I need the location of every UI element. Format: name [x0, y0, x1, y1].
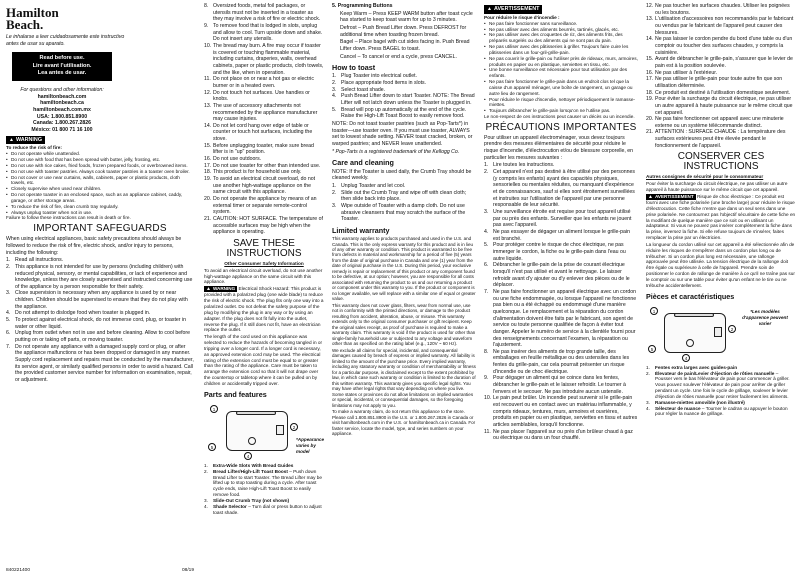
item-text: Do not operate the appliance by means of an external timer or separate remote-control system. [213, 196, 317, 216]
phone-mx: México: 01 800 71 16 100 [31, 126, 93, 133]
item-number: 4. [484, 229, 489, 235]
toaster-diagram-fr [646, 303, 796, 363]
parts-heading: Parts and features [204, 389, 267, 399]
care-heading: Care and cleaning [332, 158, 394, 168]
toaster-slots [674, 313, 714, 317]
warning-item: • Always unplug toaster when not in use. [6, 210, 194, 216]
phone-us: USA: 1.800.851.8900 [36, 113, 88, 120]
warning-footer: Failure to follow these instructions can result in death or fire. [6, 215, 131, 221]
warning-block [6, 145, 194, 221]
item-text: Avant de débrancher le grille-pain, s'assurer que le levier de pain est à la position soulevée. [655, 56, 793, 69]
item-number: 15. [646, 56, 654, 63]
precaution-item [484, 375, 638, 395]
toaster-diagram [204, 401, 324, 461]
safeguard-item [6, 310, 194, 317]
part-name: Slide-Out Crumb Tray (not shown) [213, 497, 290, 503]
warning-banner [6, 136, 45, 145]
document-code: 840221400 [6, 567, 31, 573]
item-text: Lire toutes les instructions. [493, 162, 555, 169]
column-4 [480, 0, 642, 577]
box-line-fr: Lire avant l'utilisation. [32, 62, 92, 69]
bagel-text: Bagel – Place bagel with cut sides facing in. Push Bread Lifter down. Press BAGEL to toast. [340, 39, 470, 52]
box-line-es: Lea antes de usar. [37, 70, 87, 77]
safeguards-heading: IMPORTANT SAFEGUARDS [33, 223, 167, 235]
save-instructions-heading: SAVE THESE INSTRUCTIONS [226, 237, 302, 259]
item-number: 1. [204, 462, 208, 468]
other-info-text: To avoid an electrical circuit overload, do not use another high-wattage appliance on the same circuit with this appliance. [204, 267, 323, 285]
defrost-text: Defrost – Push Bread Lifter down. Press DEFROST for additional time when toasting frozen bread. [340, 24, 467, 38]
plug-avertissement [646, 194, 796, 241]
keep-warm-text: Keep Warm – Press KEEP WARM button after toast cycle has started to keep toast warm for up to 3 minutes. [340, 10, 473, 24]
item-number: 1. [332, 73, 337, 80]
item-text: ATTENTION : SURFACE CHAUDE : La température des surfaces extérieures peut être élevée pendant le fonctionnement de l'appareil. [655, 129, 786, 149]
precaution-item [484, 209, 638, 229]
website-us[interactable]: hamiltonbeach.com [37, 93, 87, 100]
item-number: 13. [646, 16, 654, 23]
plug-warning [204, 286, 324, 333]
item-number: 6. [484, 262, 489, 269]
item-number: 1. [646, 364, 650, 370]
item-number: 18. [204, 169, 212, 176]
callout-5: 5 [208, 443, 216, 451]
warranty-p4: To make a warranty claim, do not return this appliance to the store. Please call 1.800.851.8900 in the U.S. or 1.800.267.2826 in Canada or visit hamiltonbeach.com in the U.S. or hamiltonbeach.ca in Canada. For faster service, locate the model, type, and series numbers on your appliance. [332, 409, 476, 436]
item-text: Ne pas placer l'appareil sur ou près d'un brûleur chaud à gaz ou électrique ou dans un four chauffé. [493, 428, 633, 442]
toast-step [332, 107, 476, 120]
safeguard-item [6, 257, 194, 264]
document-date: 08/19 [181, 567, 194, 573]
care-steps [332, 183, 476, 223]
safeguard-item [204, 43, 324, 76]
item-number: 4. [6, 310, 11, 317]
safeguard-item [204, 103, 324, 123]
item-number: 1. [332, 182, 337, 189]
safeguard-item [204, 169, 324, 176]
autres-text: Pour éviter la surcharge du circuit électrique, ne pas utiliser un autre appareil à haute puissance sur le même circuit que cet appareil. [646, 181, 788, 193]
part-name: Extra-Wide Slots With Bread Guides [213, 462, 294, 468]
item-text: Une surveillance étroite est requise pour tout appareil utilisé par ou près des enfants. Surveiller que les enfants ne jouent pas avec l'appareil. [493, 209, 632, 229]
precaution-item [646, 90, 796, 97]
item-number: 2. [6, 263, 11, 270]
avertissement-footer: Le non-respect de ces instructions peut causer un décès ou un incendie. [484, 113, 635, 119]
item-number: 3. [484, 209, 489, 216]
warning-item: • Do not use with toaster pastries. Always cook toaster pastries in a toaster oven broiler. [6, 169, 194, 175]
item-number: 2. [484, 169, 489, 176]
item-number: 5. [484, 242, 489, 249]
item-text: Unplug from outlet when not in use and before cleaning. Allow to cool before putting on or taking off parts, or moving toaster. [15, 330, 191, 344]
item-number: 7. [484, 288, 489, 295]
item-text: Ne pas laisser le cordon pendre du bord d'une table ou d'un comptoir ou toucher des surfaces chaudes, y compris la cuisinière. [655, 36, 793, 56]
item-text: Ce produit est destiné à l'utilisation domestique seulement. [655, 89, 791, 96]
item-number: 20. [646, 116, 654, 123]
part-desc: – Push down Bread Lifter to start Toaster. The Bread Lifter may be lifted up to stop toasting during a cycle. After toast cycle ends, raise High-Lift Toast Boost to easily remove food. [213, 468, 322, 498]
callout-1: 1 [210, 405, 218, 413]
toast-step [332, 93, 476, 106]
avertissement-banner [484, 5, 542, 14]
precaution-item [646, 129, 796, 149]
toast-steps [332, 73, 476, 120]
programming-title: 5. Programming Buttons [332, 3, 393, 9]
care-step [332, 183, 476, 190]
item-number: 10. [484, 395, 492, 402]
toaster-slots [236, 411, 276, 415]
warning-triangle-icon: ▲ [206, 286, 211, 293]
safeguard-item [6, 290, 194, 310]
avertissement-item: • Ne pas utiliser avec des croquettes de riz, des aliments frits, des préparés surgelés ou des aliments qui ne sont pas du pain. [484, 32, 638, 44]
item-text: Select toast shade. [341, 86, 386, 93]
item-text: To avoid an electrical circuit overload, do not use another high-wattage appliance on the same circuit with this appliance. [213, 176, 316, 196]
plug-avertissement-text: Risque de choc électrique : Ce produit est fourni avec une fiche polarisée (une broche large) pour réduire le risque d'électrocution. Cette fiche n'entre que dans un seul sens dans une prise polarisée. Ne contournez pas l'objectif sécuritaire de cette fiche en la modifiant de quelque manière que ce soit ou en utilisant un adaptateur. Si vous ne pouvez pas insérer complètement la fiche dans la prise, inversez la fiche. Si elle refuse toujours de s'insérer, faites remplacer la prise par un électricien. [646, 193, 796, 241]
item-number: 11. [484, 428, 491, 435]
phone-ca: Canada: 1.800.267.2826 [33, 120, 91, 127]
appearance-note-fr: *Les modèles d'apparence peuvent varier [742, 308, 788, 326]
item-number: 6. [6, 330, 11, 337]
precaution-item [646, 116, 796, 129]
item-text: Pour dégager un aliment qui se coince dans les fentes, débrancher le grille-pain et le laisser refroidir. Le tourner à l'envers et le secouer. Ne pas introduire aucun ustensile. [493, 375, 626, 395]
item-text: This appliance is not intended for use by persons (including children) with reduced physical, sensory, or mental capabilities, or lack of experience and knowledge, unless they are closely supervised and instructed concerning use of the appliance by a person responsible for their safety. [15, 263, 193, 290]
part-desc: – Pousser vers le bas l'élévateur de pain pour commencer à griller. Vous pouvez soulever l'élévateur de pain pour arrêter de griller pendant un cycle. Une fois le cycle de grillage, soulever le levier d'éjection de rôties manuelle pour retirer facilement les aliments. [655, 370, 790, 399]
contact-block [6, 87, 118, 134]
warning-item: • Do not operate toaster in an enclosed space, such as an appliance cabinet, caddy, garage, or other storage areas. [6, 192, 194, 204]
appearance-note: *Appearance varies by model [296, 436, 325, 454]
safeguard-item [204, 76, 324, 89]
item-text: Ne pas faire fonctionner un appareil électrique avec un cordon ou une fiche endommagée, ou lorsque l'appareil ne fonctionne pas bien ou a été échappé ou endommagé d'une manière quelconque. Le remplacement et la réparation du cordon d'alimentation doivent être faits par le fabricant, son agent de service ou toute personne qualifiée de façon à éviter tout danger. Appeler le numéro de service à la clientèle fourni pour des renseignements concernant l'examen, la réparation ou l'ajustement. [493, 288, 637, 349]
item-number: 18. [646, 89, 654, 96]
item-text: Cet appareil n'est pas destiné à être utilisé par des personnes (y compris les enfants) ayant des capacités physiques, sensorielles ou mentales réduites, ou manquant d'expérience et de connaissances, sauf si elles sont étroitement surveillées et instruites sur l'utilisation de l'appareil par une personne responsable de leur sécurité. [493, 169, 636, 209]
item-text: To remove food that is lodged in slots, unplug and allow to cool. Turn upside down and shake. Do not insert any utensils. [213, 22, 323, 43]
item-number: 3. [332, 202, 337, 209]
warning-triangle-icon: ▲ [9, 136, 14, 143]
warranty-p2: This warranty does not cover glass, filters, wear from normal use, use not in conformity with the printed directions, or damage to the product resulting from accident, alteration, abuse, or misuse. This warranty extends only to the original consumer purchaser or gift recipient. Keep the original sales receipt, as proof of purchase is required to make a warranty claim. This warranty is void if the product is used for other than single-family household use or subjected to any voltage and waveform other than as specified on the rating label (e.g., 120V ~ 60 Hz). [332, 302, 476, 347]
precaution-item [484, 349, 638, 376]
item-number: 10. [204, 42, 212, 49]
part-item [204, 504, 324, 516]
precautions-heading: PRÉCAUTIONS IMPORTANTES [485, 121, 637, 133]
safeguard-item [204, 216, 324, 236]
precaution-item [484, 229, 638, 242]
safeguards-list [6, 257, 194, 383]
warning-item: • Do not cover or use near curtains, walls, cabinets, paper or plastic products, cloth towels, etc. [6, 175, 194, 187]
item-number: 11. [204, 76, 211, 83]
warranty-p3: We exclude all claims for special, incidental, and consequential damages caused by breach of express or implied warranty. All liability is limited to the amount of the purchase price. Every implied warranty, including any statutory warranty or condition of merchantability or fitness for a particular purpose, is disclaimed except to the extent prohibited by law, in which case such warranty or condition is limited to the duration of this written warranty. This warranty gives you specific legal rights. You may have other legal rights that vary depending on where you live. Some states or provinces do not allow limitations on implied warranties or special, incidental, or consequential damages, so the foregoing limitations may not apply to you. [332, 347, 476, 408]
precaution-item [484, 429, 638, 442]
precaution-item [484, 262, 638, 289]
precaution-item [484, 395, 638, 428]
item-text: Bread will pop up automatically at the end of the cycle. Raise the High-Lift Toast Boost to easily remove food. [341, 106, 467, 120]
safeguard-item [6, 317, 194, 330]
item-text: Débrancher le grille-pain de la prise de courant électrique lorsqu'il n'est pas utilisé et avant le nettoyage. Le laisser refroidir avant d'y ajouter ou d'y enlever des pièces ou de le déplacer. [493, 262, 630, 289]
item-text: Unplug Toaster and let cool. [341, 182, 406, 189]
item-number: 4. [332, 93, 337, 100]
callout-4: 4 [244, 452, 252, 460]
precaution-item [646, 3, 796, 16]
item-number: 4. [204, 503, 208, 509]
item-text: Read all instructions. [15, 257, 64, 264]
item-text: Close supervision is necessary when any appliance is used by or near children. Children should be supervised to ensure that they do not play with the appliance. [15, 290, 188, 310]
item-text: Do not touch hot surfaces. Use handles or knobs. [213, 89, 310, 103]
conserver-heading: CONSERVER CES INSTRUCTIONS [677, 151, 765, 173]
warranty-heading: Limited warranty [332, 225, 390, 235]
item-number: 21. [646, 129, 654, 136]
item-text: Push Bread Lifter down to start Toaster. NOTE: The Bread Lifter will not latch down unless the Toaster is plugged in. [341, 93, 475, 107]
shade-dial [686, 339, 694, 347]
item-number: 14. [204, 122, 212, 129]
item-text: Ne pas utiliser le grille-pain pour toute autre fin que son utilisation déterminée. [655, 76, 783, 89]
callout-4: 4 [682, 354, 690, 362]
other-info-title: Other Consumer Safety Information [224, 260, 304, 266]
shade-dial [248, 437, 256, 445]
parts-heading-fr: Pièces et caractéristiques [646, 291, 735, 301]
item-number: 3. [646, 399, 650, 405]
item-text: Wipe outside of Toaster with a damp cloth. Do not use abrasive cleansers that may scratch the surface of the Toaster. [341, 202, 466, 223]
avertissement-item: • Une bonne surveillance est nécessaire pour tout utilisation par des enfants. [484, 67, 638, 79]
item-text: Plug Toaster into electrical outlet. [341, 73, 418, 80]
website-mx[interactable]: hamiltonbeach.com.mx [33, 106, 91, 113]
precaution-item [646, 70, 796, 77]
item-number: 9. [484, 375, 489, 382]
item-number: 3. [6, 290, 11, 297]
item-number: 1. [6, 257, 11, 264]
item-text: Ne pas faire fonctionner cet appareil avec une minuterie externe ou un système télécommande distinct. [655, 116, 784, 129]
precaution-item [646, 96, 796, 116]
item-text: L'utilisation d'accessoires non recommandés par le fabricant ou vendus par le fabricant de l'appareil peut causer des blessures. [655, 16, 794, 36]
part-name: Élevateur de pain/Levier d'éjection de rôties manuelle [655, 370, 775, 376]
warning-item: • To reduce the risk of fire, clean crumb tray regularly. [6, 204, 194, 210]
safeguard-item [204, 156, 324, 163]
item-number: 12. [204, 89, 212, 96]
precaution-item [484, 162, 638, 169]
toaster-lever [714, 327, 722, 337]
precaution-item [484, 242, 638, 262]
item-text: Ne pas insérer des aliments de trop grande taille, des emballages en feuille métallique ou des ustensiles dans les fentes du grille-pain, car cela pourrait présenter un risque d'incendie ou de choc électrique. [493, 348, 630, 375]
callout-2: 2 [290, 423, 298, 431]
item-number: 14. [646, 36, 654, 43]
toast-step [332, 73, 476, 80]
part-item [204, 469, 324, 498]
read-before-use-box [12, 52, 112, 81]
item-number: 2. [332, 189, 337, 196]
item-number: 2. [332, 80, 337, 87]
intro-text: Le inhalarse a leer cuidadosamente este instructivo antes de usar su aparato. [6, 34, 125, 47]
plug-warning-text: Electrical Shock Hazard: This product is provided with a polarized plug (one wide blade) to reduce the risk of electric shock. The plug fits only one way into a polarized outlet. Do not defeat the safety purpose of the plug by modifying the plug in any way or by using an adapter. If the plug does not fit fully into the outlet, reverse the plug. If it still does not fit, have an electrician replace the outlet. [204, 286, 324, 333]
warning-item: • Do not use with rice cakes, fried foods, frozen prepared foods, or overbrowned items. [6, 163, 194, 169]
column-3 [328, 0, 480, 577]
item-text: Le pain peut brûler. Un incendie peut survenir si le grille-pain est recouvert ou en contact avec un matériau inflammable, y compris rideaux, tentures, murs, armoires et ouvrières, produits en papier ou en plastique, serviettes en tissu et autres articles semblables, lorsqu'il fonctionne. [493, 395, 638, 429]
precaution-item [646, 76, 796, 89]
warning-item: • Do not use with food that has been spread with butter, jelly, frosting, etc. [6, 157, 194, 163]
part-name: Sélecteur de nuance [655, 405, 701, 411]
avertissement-badge-label: AVERTISSEMENT [654, 193, 694, 199]
safeguards-intro: When using electrical appliances, basic safety precautions should always be followed to reduce the risk of fire, electric shock, and/or injury to persons, including the following: [6, 236, 182, 256]
item-number: 15. [204, 142, 212, 149]
safeguard-item [204, 176, 324, 196]
item-text: CAUTION: HOT SURFACE. The temperature of accessible surfaces may be high when the appliance is operating. [213, 216, 323, 236]
avertissement-item: • Pour réduire le risque d'incendie, nettoyer périodiquement le ramasse-miettes. [484, 97, 638, 109]
safeguard-item [204, 163, 324, 170]
item-text: Do not use toaster for other than intended use. [213, 162, 321, 169]
toast-note: NOTE: Do not toast toaster pastries (such as Pop-Tarts*) in toaster—use toaster oven. If you must use toaster, ALWAYS set to lowest shade setting. NEVER toast cracked, broken, or warped pastries; and NEVER leave unattended. [332, 121, 473, 148]
item-number: 19. [204, 176, 212, 183]
precaution-item [646, 36, 796, 56]
item-text: Do not place on or near a hot gas or electric burner or in a heated oven. [213, 76, 314, 89]
part-item [646, 371, 796, 400]
cancel-text: Cancel – To cancel or end a cycle, press CANCEL. [340, 53, 457, 60]
programming-block [332, 11, 476, 61]
item-text: Before unplugging toaster, make sure bread lifter is in "up" position. [213, 142, 314, 156]
item-text: Pour protéger contre le risque de choc électrique, ne pas immerger le cordon, la fiche ou le grille-pain dans l'eau ou autre liquide. [493, 242, 626, 262]
item-number: 17. [204, 162, 212, 169]
item-number: 17. [646, 76, 654, 83]
questions-label: For questions and other information: [20, 86, 104, 93]
precautions-intro: Pour utiliser un appareil électroménager, vous devez toujours prendre des mesures élémentaires de sécurité pour réduire le risque d'incendie, d'électrocution et/ou de blessure corporelle, en particulier les mesures suivantes : [484, 134, 634, 161]
avertissement-list [484, 21, 638, 114]
website-ca[interactable]: hamiltonbeach.ca [40, 100, 84, 107]
item-number: 8. [204, 3, 209, 9]
warranty-p1: This warranty applies to products purchased and used in the U.S. and Canada. This is the only express warranty for this product and is in lieu of any other warranty or condition. This product is warranted to be free from defects in material and workmanship for a period of five (5) years from the date of original purchase in Canada and one (1) year from the date of original purchase in the U.S. During this period, your exclusive remedy is repair or replacement of this product or any component found to be defective, at our option; however, you are responsible for all costs associated with returning the product to us and our returning a product or component under this warranty to you. If the product or component is no longer available, we will replace with a similar one of equal or greater value. [332, 236, 476, 302]
safeguards-list-continued [204, 3, 324, 236]
cord-info-fr: La longueur du cordon utilisé sur cet appareil a été sélectionnée afin de réduire les risques de s'empêtrer dans un cordon plus long ou de trébucher. Si un cordon plus long est nécessaire, une rallonge approuvée peut être utilisée. La tension électrique de la rallonge doit être égale ou supérieure à celle de l'appareil. Prendre soin de positionner le cordon de rallonge de manière à ce qu'il ne traîne pas sur le comptoir ou sur une table pour éviter qu'un enfant ne le tire ou ne trébuche accidentellement. [646, 241, 795, 288]
safeguard-item [6, 344, 194, 384]
item-text: Oversized foods, metal foil packages, or utensils must not be inserted in a toaster as they may involve a risk of fire or electric shock. [213, 3, 321, 23]
safeguard-item [204, 23, 324, 43]
item-text: Do not let cord hang over edge of table or counter or touch hot surfaces, including the stove. [213, 122, 313, 143]
item-text: The use of accessory attachments not recommended by the appliance manufacturer may cause injuries. [213, 102, 318, 123]
item-number: 1. [484, 162, 489, 169]
item-text: Place appropriate food items in slots. [341, 80, 427, 87]
parts-list-fr [646, 365, 796, 417]
item-number: 12. [646, 3, 654, 9]
item-text: Do not operate any appliance with a damaged supply cord or plug, or after the appliance malfunctions or has been dropped or damaged in any manner. Supply cord replacement and repairs must be conducted by the manufacturer, its service agent, or similarly qualified persons in order to avoid a hazard. Call the provided customer service number for information on examination, repair, or adjustment. [15, 343, 194, 383]
warning-item: • Do not operate while unattended. [6, 151, 194, 157]
item-number: 8. [484, 348, 489, 355]
avertissement-label: AVERTISSEMENT [493, 6, 540, 12]
item-text: Ne pas utiliser à l'extérieur. [655, 69, 718, 76]
avertissement-item: • Ne pas utiliser avec des pâtisseries à griller. Toujours faire cuire les pâtisseries dans un four-gril-grille-pain. [484, 44, 638, 56]
safeguard-item [204, 196, 324, 216]
item-number: 19. [646, 96, 654, 103]
item-text: Slide out the Crumb Tray and wipe off with clean cloth; then slide back into place. [341, 189, 467, 203]
part-name: Fentes extra larges avec guides-pain [655, 364, 738, 370]
item-text: To protect against electrical shock, do not immerse cord, plug, or toaster in water or other liquid. [15, 317, 186, 330]
autres-title: Autres consignes de sécurité pour le consommateur [646, 174, 764, 180]
toast-step [332, 87, 476, 94]
avertissement-item: • Ne pas couvrir le grille-pain ou l'utiliser près de rideaux, murs, armoires, produits en papier ou en plastique, serviettes en tissu, etc. [484, 56, 638, 68]
toaster-lever [276, 425, 284, 435]
trademark-note: * Pop-Tarts is a registered trademark of the Kellogg Co. [332, 148, 460, 155]
safeguard-item [6, 264, 194, 291]
care-note: NOTE: If the Toaster is used daily, the Crumb Tray should be cleaned weekly. [332, 168, 472, 182]
part-desc: – Tourner le cadran ou appuyer le bouton pour régler la nuance de grillage. [655, 405, 788, 417]
item-text: Do not attempt to dislodge food when toaster is plugged in. [15, 310, 151, 317]
safeguard-item [204, 143, 324, 156]
item-number: 5. [332, 106, 337, 113]
item-text: Pour éviter la surcharge du circuit électrique, ne pas utiliser un autre appareil à haute puissance sur le même circuit que cet appareil. [655, 96, 793, 116]
item-number: 16. [204, 156, 212, 163]
warning-intro: To reduce the risk of fire: [6, 145, 62, 151]
callout-2: 2 [728, 325, 736, 333]
parts-list [204, 463, 324, 515]
brand-logo [6, 7, 194, 31]
item-text: Ne pas essayer de dégager un aliment lorsque le grille-pain est branché. [493, 229, 630, 242]
item-text: The bread may burn. A fire may occur if toaster is covered or touching flammable material, including curtains, draperies, walls, overhead cabinets, paper or plastic products, cloth towels, and the like, when in operation. [213, 42, 324, 76]
avertissement-item: • Ne pas faire fonctionner sans surveillance. [484, 21, 638, 27]
item-text: Do not use outdoors. [213, 156, 262, 163]
item-text: Ne pas toucher les surfaces chaudes. Utiliser les poignées ou les boutons. [655, 3, 790, 16]
precaution-item [484, 169, 638, 209]
part-name: Bread Lifter/High-Lift Toast Boost [213, 468, 288, 474]
logo-line-1: Hamilton [6, 5, 59, 20]
item-number: 20. [204, 196, 212, 203]
warning-item: • Closely supervise when used near children. [6, 186, 194, 192]
callout-1: 1 [650, 307, 658, 315]
column-5 [642, 0, 802, 577]
warning-list [6, 151, 194, 215]
care-step [332, 190, 476, 203]
item-number: 21. [204, 216, 212, 222]
item-number: 4. [646, 405, 650, 411]
item-number: 5. [6, 317, 11, 324]
warning-triangle-icon: ▲ [487, 6, 492, 12]
toast-step [332, 80, 476, 87]
warning-triangle-icon: ▲ [648, 193, 653, 200]
item-number: 2. [646, 370, 650, 376]
item-number: 3. [204, 497, 208, 503]
avertissement-intro: Pour réduire le risque d'incendie : [484, 14, 560, 20]
column-2 [200, 0, 328, 577]
item-number: 13. [204, 102, 212, 109]
item-number: 9. [204, 22, 209, 29]
safeguard-item [204, 123, 324, 143]
logo-line-2: Beach. [6, 17, 44, 32]
part-item [646, 406, 796, 418]
avertissement-item: • Ne pas faire fonctionner le grille-pain dans un endroit clos tel que la caisse d'un appareil ménager, une boîte de rangement, un garage ou autre lieu de rangement. [484, 79, 638, 96]
box-line-en: Read before use. [39, 55, 85, 62]
precautions-list-continued [646, 3, 796, 149]
avertissement-item: • Toujours débrancher le grille-pain lorsqu'on ne l'utilise pas. [484, 108, 638, 114]
warning-label: WARNING [15, 136, 43, 143]
part-name: Ramasse-miettes amovible (non illustré) [655, 399, 745, 405]
how-to-toast-heading: How to toast [332, 63, 376, 73]
safeguard-item [204, 3, 324, 23]
item-number: 7. [6, 343, 11, 350]
callout-5: 5 [648, 345, 656, 353]
precaution-item [646, 16, 796, 36]
part-name: Shade Selector [213, 503, 247, 509]
avertissement-item: • Ne pas utiliser avec des aliments beurrés, tartinés, glacés, etc. [484, 27, 638, 33]
care-step [332, 203, 476, 223]
item-number: 16. [646, 69, 654, 76]
precaution-item [484, 289, 638, 349]
item-number: 3. [332, 86, 337, 93]
warning-badge: ▲ WARNING [206, 286, 236, 293]
item-number: 2. [204, 468, 208, 474]
part-desc: – Turn dial or press button to adjust toast shade. [213, 503, 322, 515]
precaution-item [646, 56, 796, 69]
precautions-list [484, 162, 638, 442]
safeguard-item [204, 90, 324, 103]
cord-info: The length of the cord used on this appliance was selected to reduce the hazards of becoming tangled in or tripping over a longer cord. If a longer cord is necessary, an approved extension cord may be used. The electrical rating of the extension cord must be equal to or greater than the rating of the appliance. Care must be taken to arrange the extension cord so that it will not drape over the countertop or tabletop where it can be pulled on by children or accidentally tripped over. [204, 334, 323, 386]
column-1 [0, 0, 200, 577]
safeguard-item [6, 330, 194, 343]
item-text: This product is for household use only. [213, 169, 302, 176]
avertissement-block [484, 15, 638, 120]
